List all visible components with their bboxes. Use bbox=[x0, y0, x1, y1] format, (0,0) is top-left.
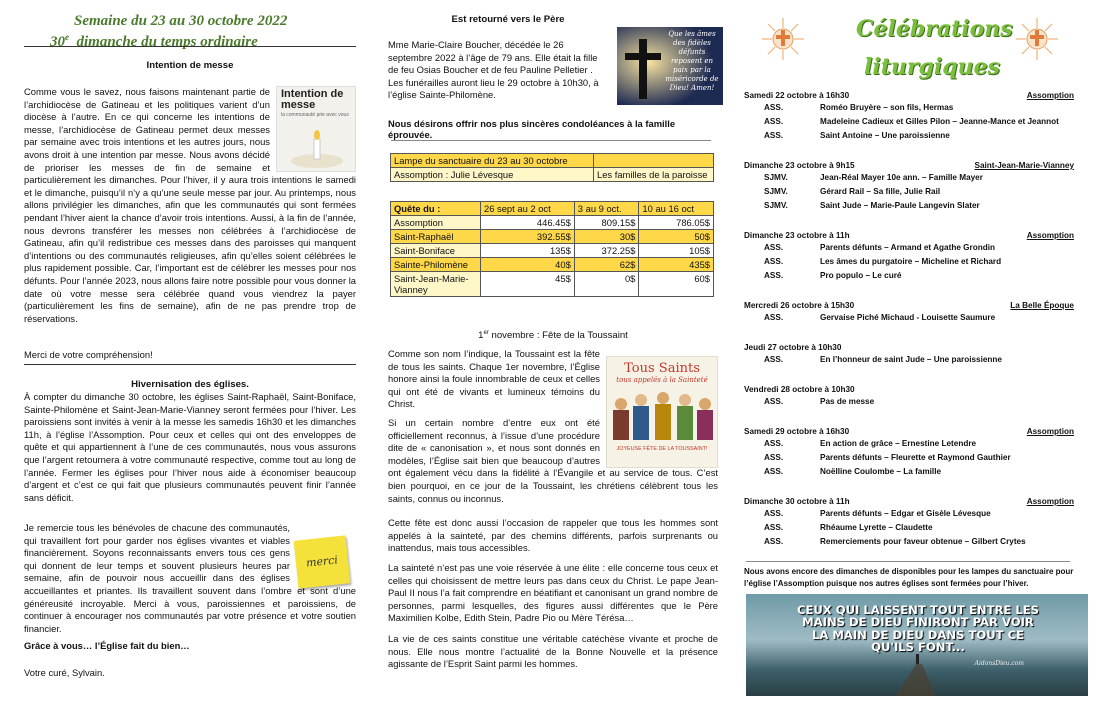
title-rule bbox=[24, 46, 356, 47]
lamp-title: Lampe du sanctuaire du 23 au 30 octobre bbox=[391, 154, 594, 168]
signature: Votre curé, Sylvain. bbox=[24, 667, 105, 678]
quete-header: 26 sept au 2 oct bbox=[481, 202, 575, 216]
toussaint-p3: Cette fête est donc aussi l’occasion de rappeler que tous les hommes sont appelés à la sainteté, par des chemins différents, parfois surprenants ou inattendus, mais tous accessibles. bbox=[388, 517, 718, 554]
quete-header: 3 au 9 oct. bbox=[574, 202, 639, 216]
sunday-title: 30e dimanche du temps ordinaire bbox=[50, 32, 258, 50]
sun-ornament-icon bbox=[760, 16, 806, 62]
list-item: ASS. Saint Antoine – Une paroissienne bbox=[764, 131, 950, 140]
mass-block: Dimanche 30 octobre à 11h Assomption ASS. Parents défunts – Edgar et Gisèle Lévesque ASS. Rhéaume Lyrette – Claudette ASS. Remerciements pour faveur obtenue – Gilbert Crytes bbox=[744, 497, 1074, 551]
intention-heading: Intention de messe bbox=[146, 60, 234, 71]
quete-table bbox=[390, 201, 714, 297]
list-item: ASS. Noëlline Coulombe – La famille bbox=[764, 467, 942, 476]
list-item: ASS. Madeleine Cadieux et Gilles Pilon – Jeanne-Mance et Jeannot bbox=[764, 117, 1059, 126]
list-item: SJMV. Saint Jude – Marie-Paule Langevin Slater bbox=[764, 201, 980, 210]
list-item: ASS. Pas de messe bbox=[764, 397, 875, 406]
list-item: SJMV. Gérard Rail – Sa fille, Julie Rail bbox=[764, 187, 941, 196]
celebrations-title-2: liturgiques bbox=[864, 54, 1000, 80]
toussaint-image: Tous Saints tous appelés à la Sainteté JOYEUSE FÊTE DE LA TOUSSAINT! bbox=[606, 356, 718, 468]
mass-block: Samedi 29 octobre à 16h30 Assomption ASS. En action de grâce – Ernestine Letendre ASS. Parents défunts – Fleurette et Raymond Gauthier ASS. Noëlline Coulombe – La famille bbox=[744, 427, 1074, 481]
table-row: Saint-Boniface 135$ 372.25$ 105$ bbox=[391, 244, 714, 258]
mass-block: Dimanche 23 octobre à 11h Assomption ASS. Parents défunts – Armand et Agathe Grondin ASS. Les âmes du purgatoire – Micheline et Richard ASS. Pro populo – Le curé bbox=[744, 231, 1074, 285]
divider bbox=[746, 561, 1070, 562]
celebrations-title-1: Célébrations bbox=[856, 16, 1013, 42]
list-item: ASS. Roméo Bruyère – son fils, Hermas bbox=[764, 103, 954, 112]
list-item: ASS. En action de grâce – Ernestine Letendre bbox=[764, 439, 977, 448]
quete-header: 10 au 16 oct bbox=[639, 202, 714, 216]
merci-note: merci bbox=[294, 535, 351, 588]
toussaint-heading: 1er novembre : Fête de la Toussaint bbox=[478, 330, 628, 342]
intention-image: Intention de messe la communauté prie avec vous bbox=[276, 86, 356, 172]
hiver-heading: Hivernisation des églises. bbox=[131, 379, 249, 390]
lamp-note: Nous avons encore des dimanches de disponibles pour les lampes du sanctuaire pour l’église l’Assomption puisque nos autres églises sont fermées pour l’hiver. bbox=[744, 567, 1074, 588]
list-item: ASS. En l’honneur de saint Jude – Une paroissienne bbox=[764, 355, 1002, 364]
sun-ornament-icon bbox=[1014, 16, 1060, 62]
quote-banner: CEUX QUI LAISSENT TOUT ENTRE LES MAINS DE DIEU FINIRONT PAR VOIR LA MAIN DE DIEU DANS TOUT CE QU'ILS FONT... AidonsDieu.com bbox=[746, 594, 1088, 696]
divider bbox=[391, 140, 711, 141]
list-item: ASS. Parents défunts – Edgar et Gisèle Lévesque bbox=[764, 509, 991, 518]
intention-body: Comme vous le savez, nous faisons maintenant partie de l’archidiocèse de Gatineau et les politiques varient d’un diocèse à l’autre. En ce qui concerne les intentions de messe, l’archidiocèse de Gatineau permet deux messes par semaine avec trois intentions et les autres jours, nous avons droit à une intention par messe. Nous avons décidé de prioriser les messes de fin de semaine et particulièrement les dimanches. Pour l’hiver, il y aura trois intentions le samedi et le dimanche, puisqu’il n’y a qu’une seule messe par jour. Au printemps, nous allons privilégier les dimanches, afin que les communautés qui sont fermées pendant l’hiver aient la chance d’avoir trois intentions. Aussi, à la fin de l’année, nous devrons transférer les messes non célébrées à l’archidiocèse de Gatineau, afin qu’il redistribue ces messes dans des paroisses qui manquent d’intentions ou des communautés religieuses, afin qu’elles soient célébrées le plus rapidement possible. Car, l’important est de célébrer les messes pour nos défunts. Pour l’année 2023, nous allons faire notre possible pour vous donner la date où votre messe sera célébrée quand vous viendrez la payer (particulièrement les fins de semaine), afin de ne pas prendre trop de réservations. bbox=[24, 86, 356, 324]
closing-line: Grâce à vous… l’Église fait du bien… bbox=[24, 640, 190, 651]
toussaint-p5: La vie de ces saints constitue une véritable catéchèse vivante et proche de nous. Elle nous montre l’actualité de la Bonne Nouvelle et la présence agissante de l’Esprit Saint parmi les hommes. bbox=[388, 633, 718, 670]
intention-thanks: Merci de votre compréhension! bbox=[24, 349, 153, 360]
section-rule bbox=[24, 364, 356, 365]
week-title: Semaine du 23 au 30 octobre 2022 bbox=[74, 13, 288, 29]
deceased-body: Mme Marie-Claire Boucher, décédée le 26 septembre 2022 à l’âge de 79 ans. Elle était la fille de feu Osias Boucher et de feu Pauline Pelletier . Les funérailles auront lieu le 29 octobre à 10h30, à l’église Sainte-Philomène. bbox=[388, 39, 599, 101]
list-item: ASS. Parents défunts – Armand et Agathe Grondin bbox=[764, 243, 995, 252]
mass-block: Jeudi 27 octobre à 10h30 ASS. En l’honneur de saint Jude – Une paroissienne bbox=[744, 343, 1074, 369]
mass-block: Samedi 22 octobre à 16h30 Assomption ASS. Roméo Bruyère – son fils, Hermas ASS. Madeleine Cadieux et Gilles Pilon – Jeanne-Mance et Jeannot ASS. Saint Antoine – Une paroissienne bbox=[744, 91, 1074, 145]
quete-header: Quête du : bbox=[391, 202, 481, 216]
toussaint-p4: La sainteté n’est pas une voie réservée à une élite : elle concerne tous ceux et celles qui choisissent de mettre leurs pas dans ceux du Christ. Le pape Jean-Paul II nous l’a fait comprendre en béatifiant et canonisant un grand nombre de personnes, parmi lesquelles, des figures aussi différentes que le Père Maximilien Kolbe, Edith Stein, Padre Pio ou Mère Térésa… bbox=[388, 562, 718, 624]
table-row: Sainte-Philomène 40$ 62$ 435$ bbox=[391, 258, 714, 272]
list-item: ASS. Gervaise Piché Michaud - Louisette Saumure bbox=[764, 313, 996, 322]
deceased-heading: Est retourné vers le Père bbox=[451, 14, 565, 25]
toussaint-p1: Comme son nom l’indique, la Toussaint est la fête de tous les saints. Chaque 1er novembre, l’Église honore ainsi la foule innombrable de ceux et celles qui ont été de vivants et lumineux témoins du Christ. Si un certain nombre d’entre eux ont été officiellement reconnus, à l’issue d’une procédure dite de « canonisation », et nous sont donnés en modèles, l’Église sait bien que beaucoup d’autres ont également vécu dans la fidélité à l’Évangile et au service de tous. C’est bien pourquoi, en ce jour de la Toussaint, les chrétiens célèbrent tous les saints, connus ou inconnus. bbox=[388, 348, 718, 504]
lamp-table bbox=[390, 153, 714, 182]
table-row: Assomption 446.45$ 809.15$ 786.05$ bbox=[391, 216, 714, 230]
list-item: ASS. Pro populo – Le curé bbox=[764, 271, 902, 280]
list-item: ASS. Remerciements pour faveur obtenue – Gilbert Crytes bbox=[764, 537, 1026, 546]
mass-block: Dimanche 23 octobre à 9h15 Saint-Jean-Marie-Vianney SJMV. Jean-Réal Mayer 10e ann. – Famille Mayer SJMV. Gérard Rail – Sa fille, Julie Rail SJMV. Saint Jude – Marie-Paule Langevin Slater bbox=[744, 161, 1074, 215]
hiver-body: À compter du dimanche 30 octobre, les églises Saint-Raphaël, Saint-Boniface, Sainte-Philomène et Saint-Jean-Marie-Vianney seront fermées pour l’hiver. Les paroissiens sont invités à venir à la messe les samedis 16h30 et les dimanches 11h, à l’église l’Assomption. Pour ceux et celles qui ont des enveloppes de quête et qui appartiennent à l’une de ces communautés, nous vous assurons que l’argent retournera à votre communauté respective, comme tout au long de l’année. Fermer les églises pour l’hiver nous aide à économiser beaucoup d’argent et c’est ce qui fait que plusieurs communautés peuvent finir l’année sans déficit. bbox=[24, 391, 356, 503]
cross-image: Que les âmes des fidèles défunts reposent en paix par la miséricorde de Dieu! Amen! bbox=[617, 27, 723, 105]
thanks-body: Je remercie tous les bénévoles de chacune des communautés, qui travaillent fort pour garder nos églises vivantes et viables financièrement. Soyons reconnaissants envers tous ces gens qui donnent de leur temps et souvent plusieurs heures par semaine, afin de pouvoir nous accueillir dans des églises accueillantes et priantes. Ils travaillent souvent dans l’ombre et sont d’une généreusité incroyable. Merci à vous, paroissiennes et paroissiens, de continuer à encourager nos communautés par votre présence et votre soutien financier. bbox=[24, 522, 356, 634]
list-item: SJMV. Jean-Réal Mayer 10e ann. – Famille Mayer bbox=[764, 173, 983, 182]
table-row: Saint-Jean-Marie-Vianney 45$ 0$ 60$ bbox=[391, 272, 714, 297]
mass-block: Vendredi 28 octobre à 10h30 ASS. Pas de messe bbox=[744, 385, 1074, 411]
table-row: Saint-Raphaël 392.55$ 30$ 50$ bbox=[391, 230, 714, 244]
list-item: ASS. Rhéaume Lyrette – Claudette bbox=[764, 523, 933, 532]
mass-block: Mercredi 26 octobre à 15h30 La Belle Époque ASS. Gervaise Piché Michaud - Louisette Saumure bbox=[744, 301, 1074, 327]
lamp-left: Assomption : Julie Lévesque bbox=[391, 168, 594, 182]
list-item: ASS. Les âmes du purgatoire – Micheline et Richard bbox=[764, 257, 1002, 266]
list-item: ASS. Parents défunts – Fleurette et Raymond Gauthier bbox=[764, 453, 1011, 462]
lamp-right: Les familles de la paroisse bbox=[594, 168, 714, 182]
condolences: Nous désirons offrir nos plus sincères condoléances à la famille éprouvée. bbox=[388, 118, 676, 140]
